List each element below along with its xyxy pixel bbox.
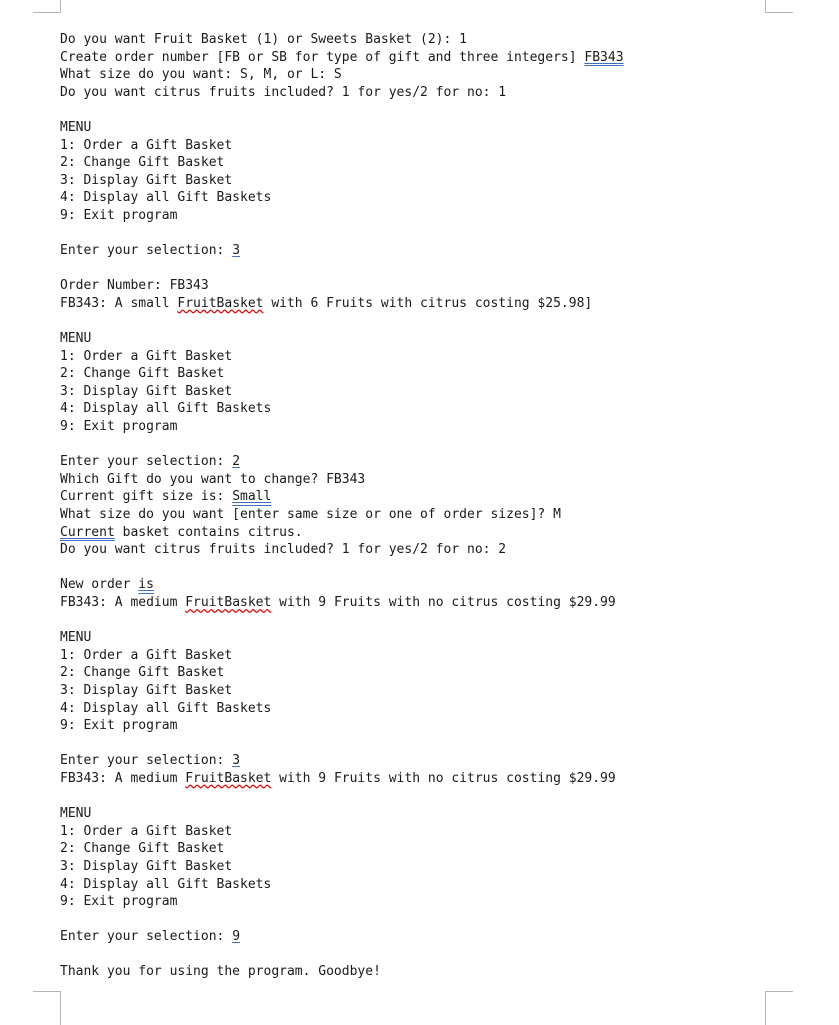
text-line — [60, 137, 819, 155]
text-line — [60, 752, 819, 770]
text-line — [60, 242, 819, 260]
line-text: 2: Change Gift Basket — [60, 155, 225, 171]
text-line — [60, 576, 819, 594]
user-input-underlined: 3 — [232, 753, 241, 769]
text-line — [60, 471, 819, 489]
line-text: basket contains citrus. — [114, 524, 303, 540]
text-line — [60, 682, 819, 700]
blank-line — [60, 735, 819, 753]
blank-line — [60, 788, 819, 806]
line-text: 9: Exit program — [60, 207, 178, 223]
text-line — [60, 858, 819, 876]
line-text: MENU — [60, 630, 92, 646]
line-text: Which Gift do you want to change? FB343 — [60, 471, 366, 487]
text-line — [60, 119, 819, 137]
line-text: New order — [60, 577, 139, 593]
grammar-flagged-text: Small — [232, 489, 272, 505]
page-corner-mark-top-left — [33, 0, 61, 13]
text-line — [60, 629, 819, 647]
blank-line — [60, 946, 819, 964]
text-line — [60, 84, 819, 102]
page-corner-mark-bottom-right — [765, 991, 793, 1025]
line-text: 4: Display all Gift Baskets — [60, 190, 272, 206]
line-text: Create order number [FB or SB for type of gift and three integers] — [60, 49, 585, 65]
spelling-flagged-word: FruitBasket — [185, 595, 272, 610]
blank-line — [60, 101, 819, 119]
text-line — [60, 488, 819, 506]
text-line — [60, 277, 819, 295]
text-line — [60, 647, 819, 665]
spelling-flagged-word: FruitBasket — [185, 770, 272, 786]
blank-line — [60, 559, 819, 577]
blank-line — [60, 436, 819, 454]
line-text: 2: Change Gift Basket — [60, 366, 225, 382]
text-line — [60, 594, 819, 612]
spelling-flagged-word: FruitBasket — [177, 295, 264, 311]
text-line — [60, 295, 819, 313]
text-line — [60, 154, 819, 172]
line-text: Do you want citrus fruits included? 1 for yes/2 for no: 2 — [60, 542, 507, 558]
text-line — [60, 928, 819, 946]
text-line — [60, 524, 819, 542]
text-line — [60, 66, 819, 84]
line-text: 4: Display all Gift Baskets — [60, 401, 272, 417]
blank-line — [60, 313, 819, 331]
text-line — [60, 541, 819, 559]
line-text: Current gift size is: — [60, 489, 233, 505]
line-text: MENU — [60, 806, 92, 822]
text-line — [60, 207, 819, 225]
line-text: Order Number: FB343 — [60, 278, 209, 294]
text-line — [60, 664, 819, 682]
line-text: 1: Order a Gift Basket — [60, 647, 233, 663]
line-text: Enter your selection: — [60, 929, 233, 945]
document-body[interactable] — [60, 31, 819, 981]
text-line — [60, 840, 819, 858]
text-line — [60, 49, 819, 67]
line-text: 1: Order a Gift Basket — [60, 348, 233, 364]
line-text: What size do you want [enter same size or one of order sizes]? M — [60, 507, 561, 523]
text-line — [60, 717, 819, 735]
line-text: FB343: A medium — [60, 595, 186, 610]
text-line — [60, 348, 819, 366]
user-input-underlined: 3 — [232, 243, 241, 259]
line-text: Enter your selection: — [60, 753, 233, 769]
text-line — [60, 330, 819, 348]
text-line — [60, 770, 819, 788]
text-line — [60, 506, 819, 524]
line-text: with 9 Fruits with no citrus costing $29.99 — [271, 770, 616, 786]
blank-line — [60, 911, 819, 929]
text-line — [60, 365, 819, 383]
user-input-underlined: 9 — [232, 929, 241, 945]
text-line — [60, 418, 819, 436]
line-text: 4: Display all Gift Baskets — [60, 700, 272, 716]
line-text: 4: Display all Gift Baskets — [60, 876, 272, 892]
blank-line — [60, 612, 819, 630]
line-text: What size do you want: S, M, or L: S — [60, 67, 342, 83]
line-text: 2: Change Gift Basket — [60, 841, 225, 857]
grammar-flagged-text: is — [138, 577, 154, 593]
line-text: 3: Display Gift Basket — [60, 682, 233, 698]
line-text: 9: Exit program — [60, 419, 178, 435]
blank-line — [60, 260, 819, 278]
line-text: MENU — [60, 331, 92, 347]
text-line — [60, 963, 819, 981]
line-text: Thank you for using the program. Goodbye! — [60, 964, 381, 980]
line-text: 9: Exit program — [60, 718, 178, 734]
blank-line — [60, 225, 819, 243]
line-text: 3: Display Gift Basket — [60, 172, 233, 188]
text-line — [60, 700, 819, 718]
text-line — [60, 893, 819, 911]
page-corner-mark-bottom-left — [33, 991, 61, 1025]
line-text: 1: Order a Gift Basket — [60, 823, 233, 839]
text-line — [60, 876, 819, 894]
text-line — [60, 189, 819, 207]
line-text: Enter your selection: — [60, 454, 233, 470]
line-text: 3: Display Gift Basket — [60, 858, 233, 874]
line-text: Do you want Fruit Basket (1) or Sweets Basket (2): 1 — [60, 32, 467, 47]
page-corner-mark-top-right — [765, 0, 793, 13]
line-text: Do you want citrus fruits included? 1 for yes/2 for no: 1 — [60, 84, 507, 100]
text-line — [60, 823, 819, 841]
line-text: 1: Order a Gift Basket — [60, 137, 233, 153]
line-text: with 9 Fruits with no citrus costing $29.99 — [271, 595, 616, 610]
grammar-flagged-text: Current — [60, 524, 115, 540]
line-text: MENU — [60, 119, 92, 135]
line-text: 2: Change Gift Basket — [60, 665, 225, 681]
text-line — [60, 383, 819, 401]
line-text: Enter your selection: — [60, 243, 233, 259]
line-text: with 6 Fruits with citrus costing $25.98] — [263, 295, 593, 311]
text-line — [60, 400, 819, 418]
line-text: FB343: A small — [60, 295, 178, 311]
text-line — [60, 805, 819, 823]
text-line — [60, 31, 819, 49]
grammar-flagged-text: FB343 — [584, 49, 624, 65]
text-line — [60, 172, 819, 190]
line-text: 3: Display Gift Basket — [60, 383, 233, 399]
text-line — [60, 453, 819, 471]
line-text: FB343: A medium — [60, 770, 186, 786]
user-input-underlined: 2 — [232, 454, 241, 470]
line-text: 9: Exit program — [60, 894, 178, 910]
